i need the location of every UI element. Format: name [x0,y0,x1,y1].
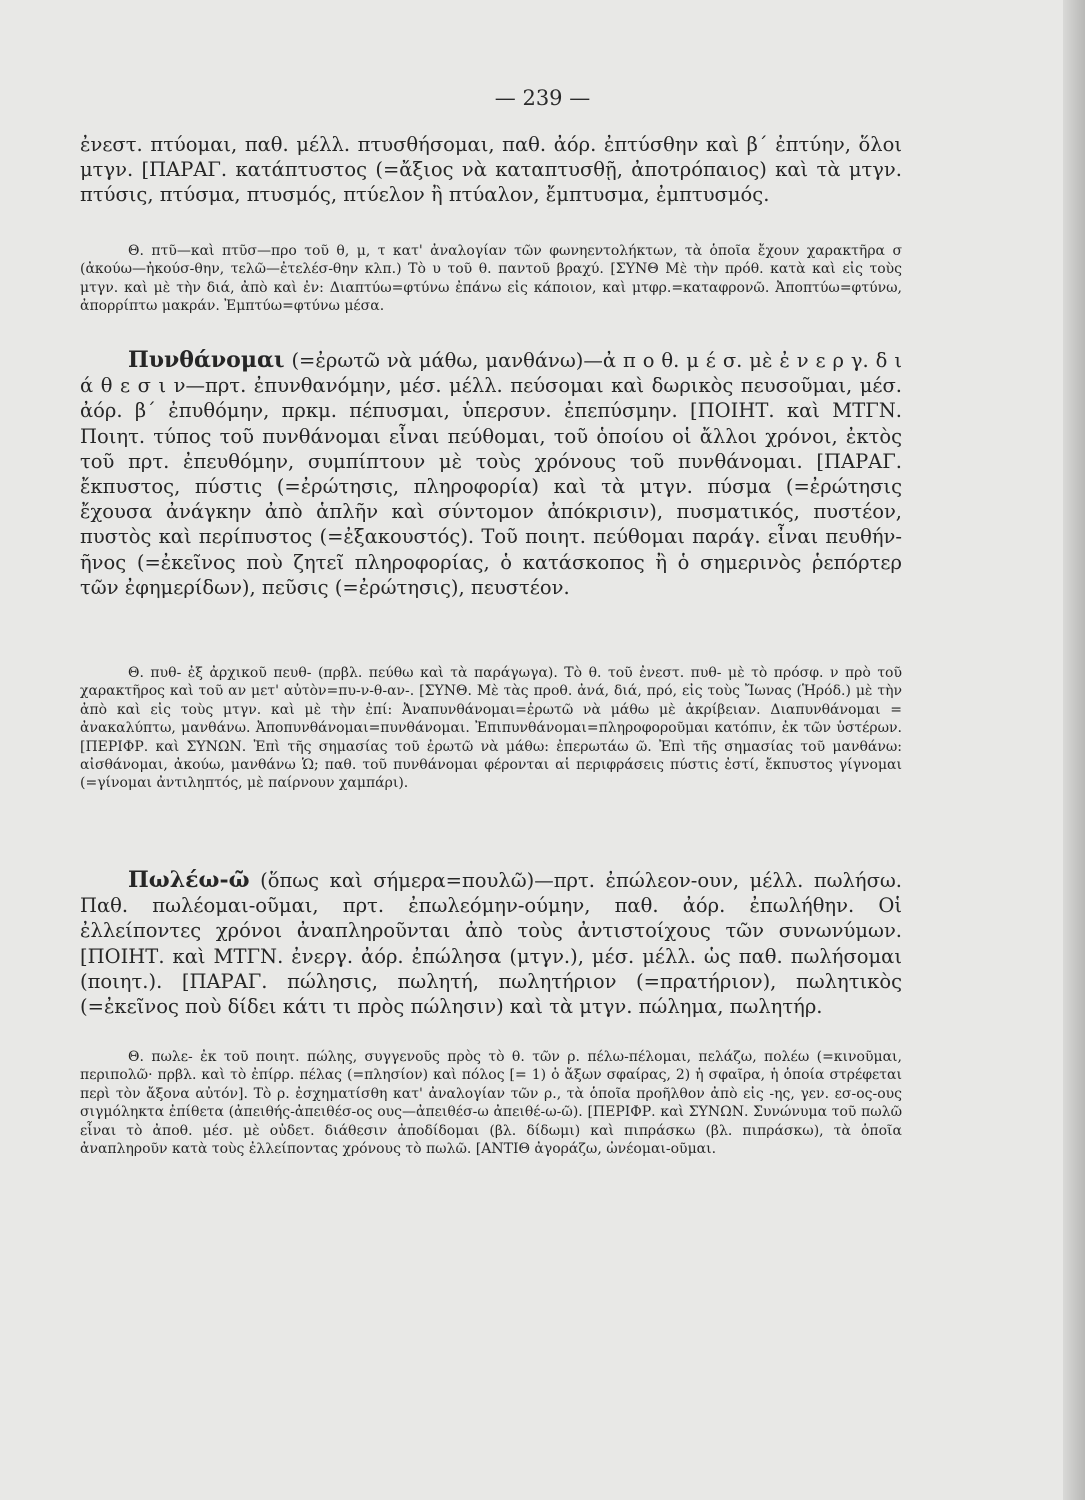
headword: Πυνθάνομαι [128,347,285,373]
etymology-note [80,1048,902,1158]
paragraph-text: Θ. πτῦ—καὶ πτῦσ—προ τοῦ θ, μ, τ κατ' ἀναλογίαν τῶν φωνηεντολήκτων, τὰ ὁποῖα ἔχουν χαρακτῆρα σ (ἀκούω—ἠκούσ-θην, τελῶ—ἐτελέσ-θην κλπ.) Τὸ υ τοῦ θ. παντοῦ βραχύ. [ΣΥΝΘ Μὲ τὴν πρόθ. κατὰ καὶ εἰς τοὺς μτγν. καὶ μὲ τὴν διά, ἀπὸ καὶ ἐν: Διαπτύω=φτύνω ἐπάνω εἰς κάποιον, καὶ μτφρ.=καταφρονῶ. Ἀποπτύω=φτύνω, ἀπορρίπτω μακράν. Ἐμπτύω=φτύνω μέσα. [80,243,902,315]
entry-continuation-paragraph [80,132,902,208]
page-number: — 239 — [494,86,591,110]
paragraph-text: (=ἐρωτῶ νὰ μάθω, μανθάνω)—ἀ π ο θ. μ έ σ. μὲ ἐ ν ε ρ γ. δ ι ά θ ε σ ι ν—πρτ. ἐπυνθανόμην, μέσ. μέλλ. πεύσομαι καὶ δωρικὸς πευσοῦμαι, μέσ. ἀόρ. β΄ ἐπυθόμην, πρκμ. πέπυσμαι, ὑπερσυν. ἐπεπύσμην. [ΠΟΙΗΤ. καὶ ΜΤΓΝ. Ποιητ. τύπος τοῦ πυνθάνομαι εἶναι πεύθομαι, τοῦ ὁποίου οἱ ἄλλοι χρόνοι, ἐκτὸς τοῦ πρτ. ἐπευθόμην, συμπίπτουν μὲ τοὺς χρόνους τοῦ πυνθάνομαι. [ΠΑΡΑΓ. ἔκπυστος, πύστις (=ἐρώτησις, πληροφορία) καὶ τὰ μτγν. πύσμα (=ἐρώτησις ἔχουσα ἀνάγκην ἀπὸ ἁπλῆν καὶ σύντομον ἀπόκρισιν), πυσματικός, πυστέον, πυστὸς καὶ περίπυστος (=ἐξακουστός). Τοῦ ποιητ. πεύθομαι παράγ. εἶναι πευθήν-ῆνος (=ἐκεῖνος ποὺ ζητεῖ πληροφορίας, ὁ κατάσκοπος ἢ ὁ σημερινὸς ῥεπόρτερ τῶν ἐφημερίδων), πεῦσις (=ἐρώτησις), πευστέον. [80,349,902,599]
entry-pynthanomai [80,348,902,600]
paragraph-text: ἐνεστ. πτύομαι, παθ. μέλλ. πτυσθήσομαι, παθ. ἀόρ. ἐπτύσθην καὶ β΄ ἐπτύην, ὅλοι μτγν. [ΠΑΡΑΓ. κατάπτυστος (=ἄξιος νὰ καταπτυσθῇ, ἀποτρόπαιος) καὶ τὰ μτγν. πτύσις, πτύσμα, πτυσμός, πτύελον ἢ πτύαλον, ἔμπτυσμα, ἐμπτυσμός. [80,133,902,207]
headword: Πωλέω-ῶ [128,867,250,893]
etymology-note [80,664,902,793]
page-edge [1063,0,1085,1500]
etymology-note [80,242,902,316]
paragraph-text: Θ. πυθ- ἐξ ἀρχικοῦ πευθ- (πρβλ. πεύθω καὶ τὰ παράγωγα). Τὸ θ. τοῦ ἐνεστ. πυθ- μὲ τὸ πρόσφ. ν πρὸ τοῦ χαρακτῆρος καὶ τοῦ αν μετ' αὐτὸν=πυ-ν-θ-αν-. [ΣΥΝΘ. Μὲ τὰς προθ. ἀνά, διά, πρό, εἰς τοὺς Ἴωνας (Ἡρόδ.) μὲ τὴν ἀπὸ καὶ εἰς τοὺς μτγν. καὶ μὲ τὴν ἐπί: Ἀναπυνθάνομαι=ἐρωτῶ νὰ μάθω μὲ ἀκρίβειαν. Διαπυνθάνομαι = ἀνακαλύπτω, μανθάνω. Ἀποπυνθάνομαι=πυνθάνομαι. Ἐπιπυνθάνομαι=πληροφοροῦμαι κατόπιν, ἐκ τῶν ὑστέρων. [ΠΕΡΙΦΡ. καὶ ΣΥΝΩΝ. Ἐπὶ τῆς σημασίας τοῦ ἐρωτῶ νὰ μάθω: ἐπερωτάω ῶ. Ἐπὶ τῆς σημασίας τοῦ μανθάνω: αἰσθάνομαι, ἀκούω, μανθάνω Ὡ; παθ. τοῦ πυνθάνομαι φέρονται αἱ περιφράσεις πύστις ἐστί, ἔκπυστος γίγνομαι (=γίνομαι ἀντιληπτός, μὲ παίρνουν χαμπάρι). [80,665,902,792]
paragraph-text: Θ. πωλε- ἐκ τοῦ ποιητ. πώλης, συγγενοῦς πρὸς τὸ θ. τῶν ρ. πέλω-πέλομαι, πελάζω, πολέω (=κινοῦμαι, περιπολῶ· πρβλ. καὶ τὸ ἐπίρρ. πέλας (=πλησίον) καὶ πόλος [= 1) ὁ ἄξων σφαίρας, 2) ἡ σφαῖρα, ἡ ὁποία στρέφεται περὶ τὸν ἄξονα αὐτόν]. Τὸ ρ. ἐσχηματίσθη κατ' ἀναλογίαν τῶν ρ., τὰ ὁποῖα προῆλθον ἀπὸ εἰς -ης, γεν. εσ-ος-ους σιγμόληκτα ἐπίθετα (ἀπειθής-ἀπειθέσ-ος ους—ἀπειθέσ-ω ἀπειθέ-ω-ῶ). [ΠΕΡΙΦΡ. καὶ ΣΥΝΩΝ. Συνώνυμα τοῦ πωλῶ εἶναι τὸ ἀποθ. μέσ. μὲ οὐδετ. διάθεσιν ἀποδίδομαι (βλ. δίδωμι) καὶ πιπράσκω (βλ. πιπράσκω), τὰ ὁποῖα ἀναπληροῦν κατὰ τοὺς ἐλλείποντας χρόνους τὸ πωλῶ. [ΑΝΤΙΘ ἀγοράζω, ὠνέομαι-οῦμαι. [80,1049,902,1158]
paragraph-text: (ὅπως καὶ σήμερα=πουλῶ)—πρτ. ἐπώλεον-ουν, μέλλ. πωλήσω. Παθ. πωλέομαι-οῦμαι, πρτ. ἐπωλεόμην-ούμην, παθ. ἀόρ. ἐπωλήθην. Οἱ ἐλλείποντες χρόνοι ἀναπληροῦνται ἀπὸ τοὺς ἀντιστοίχους τῶν συνωνύμων. [ΠΟΙΗΤ. καὶ ΜΤΓΝ. ἐνεργ. ἀόρ. ἐπώλησα (μτγν.), μέσ. μέλλ. ὡς παθ. πωλήσομαι (ποιητ.). [ΠΑΡΑΓ. πώλησις, πωλητή, πωλητήριον (=πρατήριον), πωλητικὸς (=ἐκεῖνος ποὺ δίδει κάτι τι πρὸς πώλησιν) καὶ τὰ μτγν. πώλημα, πωλητήρ. [80,869,902,1019]
entry-poleo [80,868,902,1019]
